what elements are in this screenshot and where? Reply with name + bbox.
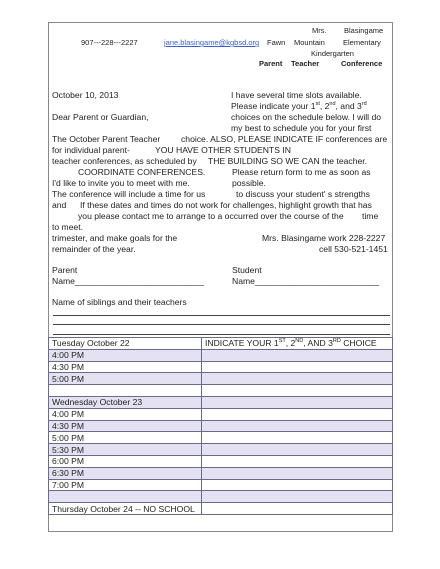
- table-row: [49, 338, 393, 350]
- letter-line-4a: COORDINATE CONFERENCES.: [78, 167, 206, 177]
- phone-number: 907---228---2227: [81, 38, 138, 47]
- day-thursday: Thursday October 24 -- NO SCHOOL: [49, 503, 202, 515]
- indicate-choice-header: INDICATE YOUR 1ST, 2ND, AND 3RD CHOICE: [202, 338, 393, 350]
- student-label: Student: [232, 265, 262, 275]
- letter-line-10b: Mrs. Blasingame work 228-2227: [262, 233, 386, 243]
- time-slot: 5:00 PM: [49, 373, 202, 385]
- table-row: [49, 432, 393, 444]
- letter-line-6b: to discuss your student' s strengths: [236, 189, 370, 199]
- header-mrs: Mrs.: [312, 26, 327, 35]
- choice-cell[interactable]: [202, 361, 393, 373]
- letter-line-7b: If these dates and times do not work for challenges, highlight growth that has: [80, 200, 372, 210]
- time-slot: [49, 491, 202, 503]
- table-row: [49, 467, 393, 479]
- choice-cell[interactable]: [202, 385, 393, 397]
- header-kindergarten: Kindergarten: [311, 49, 354, 58]
- letter-line-5a: I'd like to invite you to meet with me.: [52, 178, 190, 188]
- parent-label: Parent: [52, 265, 78, 275]
- siblings-label: Name of siblings and their teachers: [52, 297, 187, 307]
- choice-cell[interactable]: [202, 491, 393, 503]
- table-row: [49, 408, 393, 420]
- choice-cell[interactable]: [202, 349, 393, 361]
- time-slot: 4:30 PM: [49, 420, 202, 432]
- letter-line-11b: cell 530-521-1451: [319, 244, 388, 254]
- table-row: [49, 396, 393, 408]
- schedule-table: [48, 337, 393, 515]
- siblings-line-1[interactable]: [53, 315, 390, 316]
- table-row: [49, 373, 393, 385]
- time-slot: [49, 385, 202, 397]
- choice-cell[interactable]: [202, 467, 393, 479]
- letter-line-1b: choice. ALSO, PLEASE INDICATE IF conferences are: [181, 134, 388, 144]
- email-link[interactable]: jane.blasingame@kgbsd.org: [164, 38, 260, 47]
- header-fawn: Fawn: [267, 38, 286, 47]
- letter-line-8b: time: [362, 211, 379, 221]
- header-blasingame: Blasingame: [344, 26, 384, 35]
- letter-right-2: Please indicate your 1st, 2nd, and 3rd: [231, 101, 367, 111]
- choice-cell[interactable]: [202, 420, 393, 432]
- choice-cell[interactable]: [202, 479, 393, 491]
- letter-date: October 10, 2013: [52, 90, 119, 100]
- time-slot: 5:30 PM: [49, 444, 202, 456]
- table-row: [49, 385, 393, 397]
- choice-cell[interactable]: [202, 373, 393, 385]
- table-row: [49, 349, 393, 361]
- table-row: [49, 503, 393, 515]
- student-name-field[interactable]: Name__________________________: [232, 276, 380, 286]
- time-slot: 5:00 PM: [49, 432, 202, 444]
- table-row: [49, 361, 393, 373]
- table-row: [49, 479, 393, 491]
- table-row: [49, 491, 393, 503]
- letter-line-3a: teacher conferences, as scheduled by: [52, 156, 197, 166]
- letter-greeting: Dear Parent or Guardian,: [52, 112, 149, 122]
- siblings-line-3[interactable]: [53, 334, 390, 335]
- letter-line-7a: and: [52, 200, 67, 210]
- letter-line-6a: The conference will include a time for us: [52, 189, 206, 199]
- day-tuesday: Tuesday October 22: [49, 338, 202, 350]
- table-row: [49, 455, 393, 467]
- letter-line-4b: Please return form to me as soon as: [232, 167, 371, 177]
- letter-right-1: I have several time slots available.: [231, 90, 362, 100]
- header-conference: Conference: [341, 59, 383, 68]
- letter-line-3b: THE BUILDING SO WE CAN the teacher.: [208, 156, 368, 166]
- time-slot: 4:30 PM: [49, 361, 202, 373]
- choice-cell[interactable]: [202, 408, 393, 420]
- siblings-line-2[interactable]: [53, 324, 390, 325]
- letter-line-9: to meet.: [52, 222, 84, 232]
- header-parent: Parent: [259, 59, 283, 68]
- time-slot: 4:00 PM: [49, 408, 202, 420]
- choice-cell: [202, 396, 393, 408]
- time-slot: 7:00 PM: [49, 479, 202, 491]
- table-row: [49, 444, 393, 456]
- letter-line-1a: The October Parent Teacher: [52, 134, 161, 144]
- header-mountain: Mountain: [294, 38, 325, 47]
- header-elementary: Elementary: [343, 38, 381, 47]
- time-slot: 6:30 PM: [49, 467, 202, 479]
- parent-name-field[interactable]: Name___________________________: [52, 276, 204, 286]
- table-row: [49, 420, 393, 432]
- time-slot: 6:00 PM: [49, 455, 202, 467]
- letter-line-11a: remainder of the year.: [52, 244, 136, 254]
- letter-line-2b: YOU HAVE OTHER STUDENTS IN: [155, 145, 291, 155]
- header-teacher: Teacher: [291, 59, 320, 68]
- letter-line-2a: for individual parent-: [52, 145, 130, 155]
- choice-cell[interactable]: [202, 455, 393, 467]
- time-slot: 4:00 PM: [49, 349, 202, 361]
- choice-cell: [202, 503, 393, 515]
- letter-right-3: choices on the schedule below. I will do: [231, 112, 382, 122]
- letter-right-4: my best to schedule you for your first: [231, 123, 372, 133]
- letter-line-8a: you please contact me to arrange to a occurred over the course of the: [78, 211, 344, 221]
- letter-line-10a: trimester, and make goals for the: [52, 233, 178, 243]
- day-wednesday: Wednesday October 23: [49, 396, 202, 408]
- choice-cell[interactable]: [202, 444, 393, 456]
- letter-line-5b: possible.: [232, 178, 266, 188]
- choice-cell[interactable]: [202, 432, 393, 444]
